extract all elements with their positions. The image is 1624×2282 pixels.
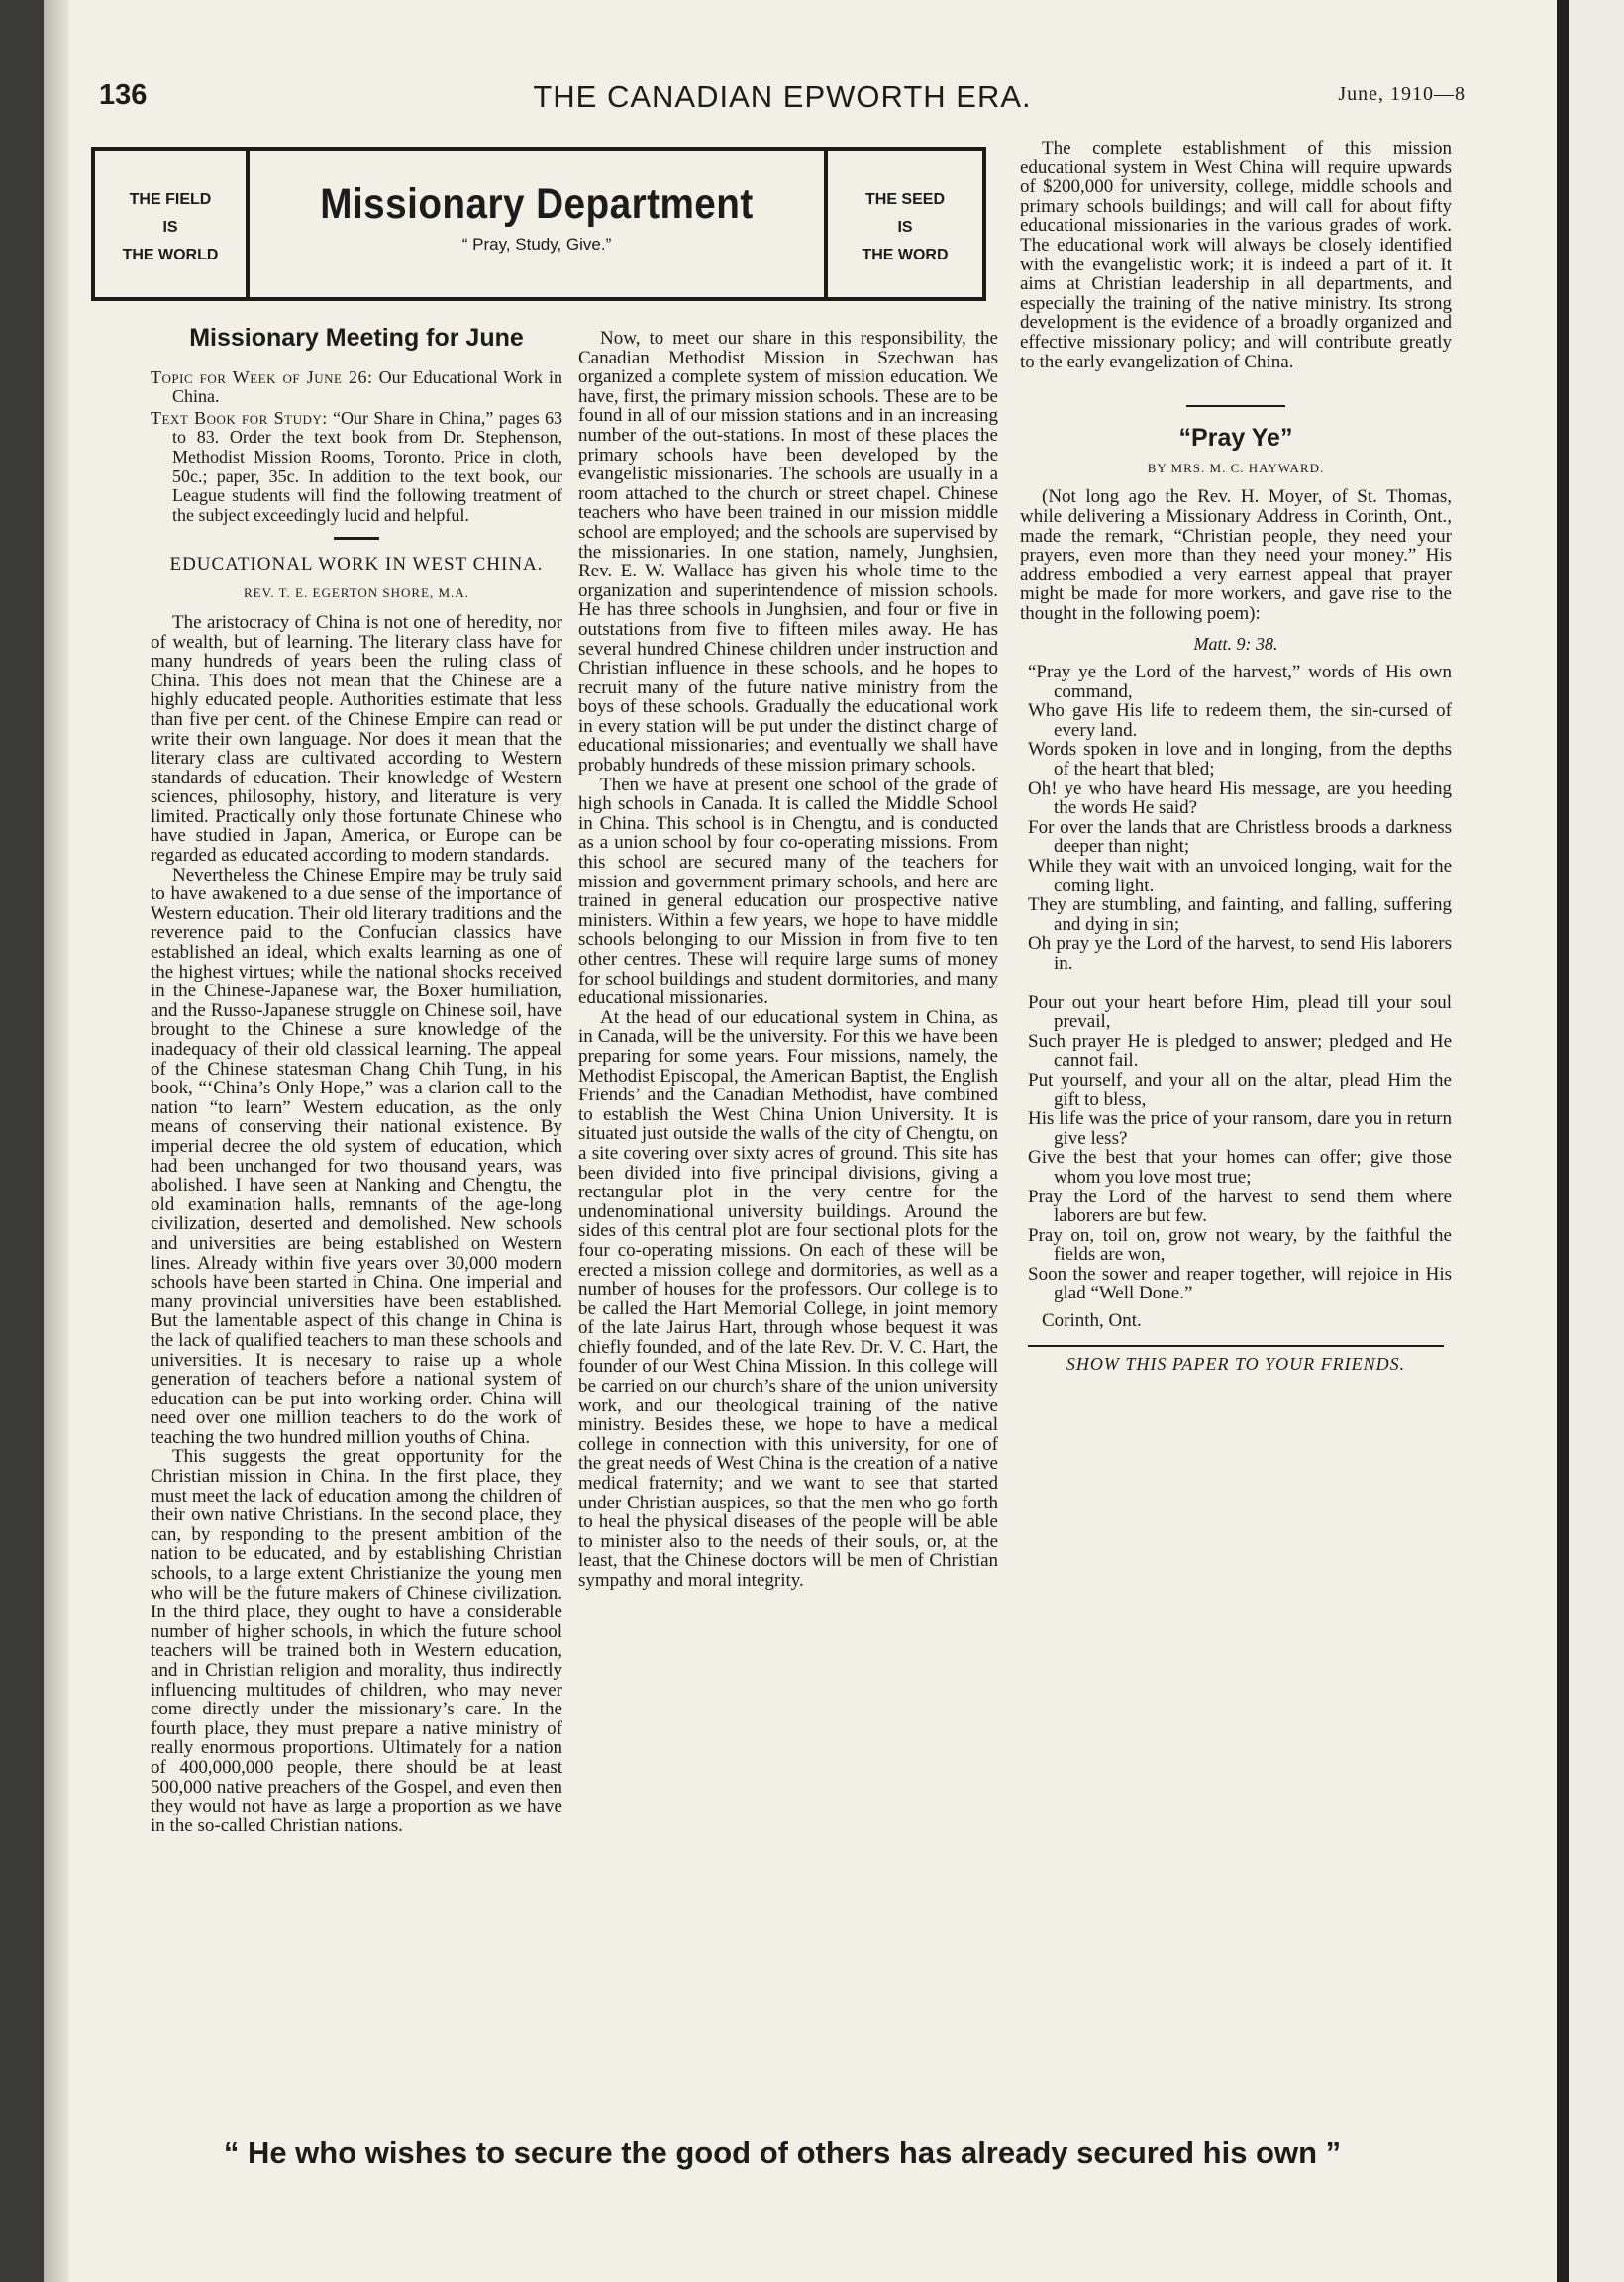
article-paragraph: The complete establishment of this mission educational system in West China will require upwards of $200,000 for university, college, middle schools and primary schools buildings; and will call for about fifty educational missionaries in the various grades of work. The educational work will always be closely identified with the evangelistic work; it is indeed a part of it. It aims at Christian leadership in all departments, and especially the training of the native ministry. Its strong development is the evidence of a broadly organized and effective missionary policy; and will contribute greatly to the early evangelization of China.	[1020, 138, 1452, 372]
section-divider	[1186, 405, 1285, 407]
poem-line: His life was the price of your ransom, dare you in return give less?	[1028, 1108, 1452, 1149]
article-paragraph: Now, to meet our share in this responsibility, the Canadian Methodist Mission in Szechwan has organized a complete system of mission education. We have, first, the primary mission schools. These are to be found in all of our mission stations and in an increasing number of the out-stations. In most of these places the primary schools have been developed by the evangelistic missionaries. The schools are usually in a room attached to the church or street chapel. Chinese teachers who have been trained in our mission middle school are employed; and the schools are supervised by the missionaries. In one station, namely, Junghsien, Rev. E. W. Wallace has given his whole time to the organization and superintendence of mission schools. He has three schools in Junghsien, and four or five in outstations from five to fifteen miles away. He has several hundred Chinese children under instruction and Christian influence in these schools, and he hopes to recruit many of the future native ministry from the boys of these schools. Gradually the educational work in every station will be put under the distinct charge of educational missionaries; and eventually we shall have probably hundreds of these mission primary schools.	[578, 328, 998, 777]
poem-line: Such prayer He is pledged to answer; pledged and He cannot fail.	[1028, 1030, 1452, 1072]
topic-line	[151, 368, 562, 407]
banner-center	[250, 151, 824, 297]
banner-right-box	[824, 151, 982, 297]
binding-shadow	[44, 0, 69, 2282]
textbook-text: “Our Share in China,” pages 63 to 83. Order the text book from Dr. Stephenson, Methodist Mission Rooms, Toronto. Price in cloth, 50c.; paper, 35c. In addition to the text book, our League students will find the following treatment of the subject exceedingly lucid and helpful.	[172, 407, 562, 525]
textbook-line	[151, 409, 562, 526]
poem-stanza	[1028, 663, 1452, 974]
article-paragraph: At the head of our educational system in China, as in Canada, will be the university. For this we have been preparing for some years. Four missions, namely, the Methodist Episcopal, the American Baptist, the English Friends’ and the Canadian Methodist, have combined to establish the West China Union University. It is situated just outside the walls of the city of Chengtu, on a site covering over sixty acres of ground. This site has been divided into five principal divisions, giving a rectangular plot in the very centre for the undenominational university buildings. Around the sides of this central plot are four sectional plots for the four co-operating missions. On each of these will be erected a mission college and dormitories, as well as a number of houses for the professors. Our college is to be called the Hart Memorial College, in joint memory of the late Jairus Hart, through whose bequest it was chiefly founded, and of the late Rev. Dr. V. C. Hart, the founder of our West China Mission. In this college will be carried on our church’s share of the union university work, and our theological training of the native ministry. Besides these, we hope to have a medical college in connection with this university, for one of the great needs of West China is the creation of a native medical fraternity; and we want to see that started under Christian auspices, so that the men who go forth to heal the physical diseases of the people will be able to minister also to the needs of their souls, or, at the least, that the Chinese doctors will be men of Christian sympathy and moral integrity.	[578, 1006, 998, 1591]
poem-title: “Pray Ye”	[1178, 424, 1293, 453]
banner-left-line: THE FIELD	[129, 191, 212, 208]
poem-place: Corinth, Ont.	[1042, 1310, 1142, 1332]
article-paragraph: Nevertheless the Chinese Empire may be truly said to have awakened to a due sense of the importance of Western education. Their old literary traditions and the reverence paid to the Confucian classics have established an ideal, which exalts learning as one of the highest virtues; while the national shocks received in the Chinese-Japanese war, the Boxer humiliation, and the Russo-Japanese struggle on Chinese soil, have brought to the Chinese a sure knowledge of the inadequacy of their old classical learning. The appeal of the Chinese statesman Chang Chih Tung, in his book, “‘China’s Only Hope,” was a clarion call to the nation “to learn” Western education, as the only means of conserving their national existence. By imperial decree the old system of education, which had been unchanged for two thousand years, was abolished. I have seen at Nanking and Chengtu, the old examination halls, remnants of the age-long civilization, deserted and demolished. New schools and universities are being established on Western lines. Already within five years over 30,000 modern schools have been started in China. One imperial and many provincial universities have been established. But the lamentable aspect of this change in China is the lack of qualified teachers to man these schools and universities. It is necesary to raise up a whole generation of teachers before a national system of education can be put into working order. China will need over one million teachers to do the work of teaching the two hundred million youths of China.	[151, 864, 562, 1448]
topic-label: Topic for Week of June 26:	[151, 366, 373, 387]
poem-line: “Pray ye the Lord of the harvest,” words of His own command,	[1028, 662, 1452, 702]
poem-line: Soon the sower and reaper together, will rejoice in His glad “Well Done.”	[1028, 1263, 1452, 1304]
page-border	[1557, 0, 1569, 2282]
section-divider	[334, 537, 379, 540]
journal-title: THE CANADIAN EPWORTH ERA.	[533, 79, 1032, 114]
stanza-gap	[1020, 974, 1452, 993]
poem-intro: (Not long ago the Rev. H. Moyer, of St. Thomas, while delivering a Missionary Address in Corinth, Ont., made the remark, “Christian people, they need your prayers, even more than they need your money.” His address embodied a very earnest appeal that prayer might be made for more workers, and gave rise to the thought in the following poem):	[1020, 486, 1452, 624]
department-title: Missionary Department	[320, 180, 754, 228]
running-header	[99, 79, 1466, 119]
poem-line: They are stumbling, and fainting, and falling, suffering and dying in sin;	[1028, 894, 1452, 935]
share-notice: SHOW THIS PAPER TO YOUR FRIENDS.	[1066, 1353, 1406, 1374]
banner-left-line: THE WORLD	[122, 247, 219, 263]
banner-left-line: IS	[162, 219, 178, 236]
poem-line: Give the best that your homes can offer; give those whom you love most true;	[1028, 1147, 1452, 1188]
poem-line: While they wait with an unvoiced longing, wait for the coming light.	[1028, 856, 1452, 896]
footer-quote: “ He who wishes to secure the good of others has already secured his own ”	[223, 2135, 1342, 2170]
notice-divider	[1028, 1345, 1444, 1347]
poem-line: Pray the Lord of the harvest to send them where laborers are but few.	[1028, 1186, 1452, 1227]
banner-right-line: THE SEED	[864, 191, 945, 208]
poem-line: Put yourself, and your all on the altar, plead Him the gift to bless,	[1028, 1069, 1452, 1110]
poem-line: Oh pray ye the Lord of the harvest, to send His laborers in.	[1028, 933, 1452, 974]
page-number: 136	[99, 79, 148, 111]
poem-line: Who gave His life to redeem them, the sin-cursed of every land.	[1028, 700, 1452, 741]
department-banner	[91, 147, 986, 301]
banner-left-box	[95, 151, 250, 297]
text-column-1	[151, 324, 562, 1836]
textbook-label: Text Book for Study:	[151, 407, 328, 428]
poem-stanza	[1028, 993, 1452, 1304]
poem-line: Words spoken in love and in longing, from the depths of the heart that bled;	[1028, 739, 1452, 780]
article-paragraph: This suggests the great opportunity for the Christian mission in China. In the first place, they must meet the lack of education among the children of their own native Christians. In the second place, they can, by responding to the present ambition of the nation to be educated, and by establishing Christian schools, to a large extent Christianize the young men who will be the future makers of Chinese civilization. In the third place, they ought to have a considerable number of higher schools, in which the future school teachers will be trained both in Western education, and in Christian religion and morality, thus indirectly influencing multitudes of children, who may never come directly under the missionary’s care. In the fourth place, they must prepare a native ministry of really enormous proportions. Ultimately for a nation of 400,000,000 people, there should be at least 500,000 native preachers of the Gospel, and even then they would not have as large a proportion as we have in the so-called Christian nations.	[151, 1446, 562, 1836]
article-title: EDUCATIONAL WORK IN WEST CHINA.	[169, 554, 544, 575]
issue-date: June, 1910—8	[1338, 83, 1466, 105]
article-paragraph: The aristocracy of China is not one of heredity, nor of wealth, but of learning. The literary class have for many hundreds of years been the ruling class of China. This does not mean that the Chinese are a highly educated people. Authorities estimate that less than five per cent. of the Chinese Empire can read or write their own language. Nor does it mean that the literary class are cultivated according to Western standards of education. Their knowledge of Western sciences, philosophy, history, and literature is very limited. Practically only those fortunate Chinese who have studied in Japan, America, or Europe can be regarded as educated according to modern standards.	[151, 611, 562, 867]
poem-line: Oh! ye who have heard His message, are you heeding the words He said?	[1028, 778, 1452, 819]
poem-line: Pray on, toil on, grow not weary, by the faithful the fields are won,	[1028, 1224, 1452, 1266]
poem-line: For over the lands that are Christless broods a darkness deeper than night;	[1028, 816, 1452, 858]
banner-right-line: THE WORD	[862, 247, 949, 263]
topic-text: Our Educational Work in China.	[172, 366, 562, 407]
text-column-2	[578, 329, 998, 1591]
meeting-heading: Missionary Meeting for June	[189, 324, 524, 352]
poem-line: Pour out your heart before Him, plead till your soul prevail,	[1028, 991, 1452, 1033]
poem-byline: BY MRS. M. C. HAYWARD.	[1147, 460, 1325, 475]
scripture-reference: Matt. 9: 38.	[1193, 634, 1278, 655]
article-paragraph: Then we have at present one school of the grade of high schools in Canada. It is called the Middle School in China. This school is in Chengtu, and is conducted as a union school by four co-operating missions. From this school are secured many of the teachers for mission and government primary schools, and here are trained in general education our prospective native ministers. Within a few years, we hope to have middle schools belonging to our Mission in from five to ten other centres. These will require large sums of money for school buildings and student dormitories, and many educational missionaries.	[578, 774, 998, 1009]
article-byline: REV. T. E. EGERTON SHORE, M.A.	[244, 585, 469, 601]
department-motto: “ Pray, Study, Give.”	[461, 235, 612, 254]
banner-right-line: IS	[897, 219, 913, 236]
text-column-3	[1020, 139, 1452, 1375]
adjacent-page-edge	[1557, 0, 1624, 2282]
